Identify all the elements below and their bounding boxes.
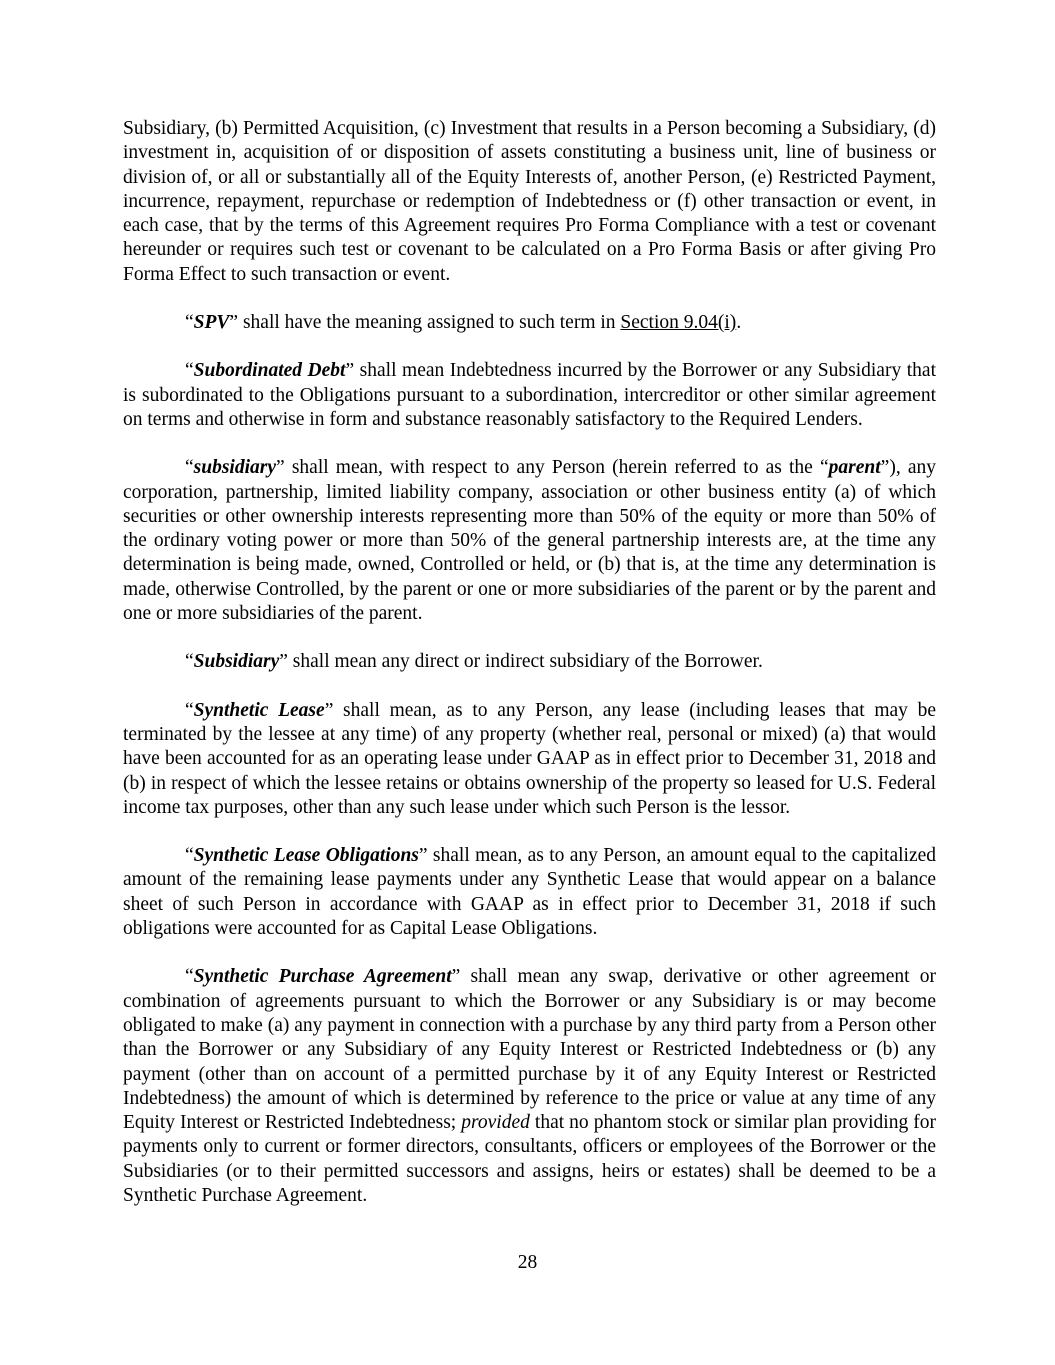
section-reference: Section 9.04(i) xyxy=(620,312,737,334)
definition-synthetic-purchase-agreement xyxy=(123,965,936,1208)
definition-synthetic-lease xyxy=(123,699,936,820)
text-run: “ xyxy=(185,457,194,479)
text-run: “ xyxy=(185,845,194,867)
definition-spv xyxy=(123,311,936,335)
page-number: 28 xyxy=(517,1252,538,1273)
text-run: “ xyxy=(185,312,194,334)
text-run: SPV xyxy=(193,312,230,334)
text-run: Synthetic Purchase Agreement xyxy=(193,966,452,988)
text-run: Subsidiary xyxy=(193,651,280,673)
definition-synthetic-lease-obligations xyxy=(123,844,936,941)
text-run: “ xyxy=(185,360,194,382)
text-run: ” shall mean, as to any Person, any lease (including leases that may be terminated by the lessee at any time) of any property (whether real, personal or mixed) (a) that would have been accounted for as an operating lease under GAAP as in effect prior to December 31, 2018 and (b) in respect of which the lessee retains or obtains ownership of the property so leased for U.S. Federal income tax purposes, other than any such lease under which such Person is the lessor. xyxy=(123,699,936,818)
definition-subordinated-debt xyxy=(123,359,936,432)
text-run: ” shall have the meaning assigned to such term in xyxy=(229,312,621,334)
definition-subsidiary-lowercase xyxy=(123,456,936,626)
text-run: ” shall mean, as to any Person, an amount equal to the capitalized amount of the remaining lease payments under any Synthetic Lease that would appear on a balance sheet of such Person in accordance with GAAP as in effect prior to December 31, 2018 if such obligations were accounted for as Capital Lease Obligations. xyxy=(123,845,937,940)
definition-subsidiary-capital xyxy=(123,650,936,674)
text-run: . xyxy=(736,312,742,334)
text-run: Subsidiary, (b) Permitted Acquisition, (c) Investment that results in a Person becoming a Subsidiary, (d) investment in, acquisition of or disposition of assets constituting a business unit, line of business or division of, or all or substantially all of the Equity Interests of, another Person, (e) Restricted Payment, incurrence, repayment, repurchase or redemption of Indebtedness or (f) other transaction or event, in each case, that by the terms of this Agreement requires Pro Forma Compliance with a test or covenant hereunder or requires such test or covenant to be calculated on a Pro Forma Basis or after giving Pro Forma Effect to such transaction or event. xyxy=(123,118,936,285)
paragraph-continuation xyxy=(123,117,936,287)
text-run: ” shall mean, with respect to any Person (herein referred to as the “ xyxy=(276,457,829,479)
text-run: Synthetic Lease xyxy=(193,699,325,721)
text-run: “ xyxy=(185,966,194,988)
text-run: Synthetic Lease Obligations xyxy=(193,845,419,867)
text-run: that no phantom stock or similar plan providing for payments only to current or former directors, consultants, officers or employees of the Borrower or the Subsidiaries (or to their permitted successors and assigns, heirs or estates) shall be deemed to be a Synthetic Purchase Agreement. xyxy=(123,1112,936,1206)
text-run: Subordinated Debt xyxy=(193,360,346,382)
text-run: ”), any corporation, partnership, limited liability company, association or other business entity (a) of which securities or other ownership interests representing more than 50% of the equity or more than 50% of the ordinary voting power or more than 50% of the general partnership interests are, at the time any determination is being made, owned, Controlled or held, or (b) that is, at the time any determination is made, otherwise Controlled, by the parent or one or more subsidiaries of the parent or by the parent and one or more subsidiaries of the parent. xyxy=(123,457,937,625)
text-run: ” shall mean Indebtedness incurred by the Borrower or any Subsidiary that is subordinated to the Obligations pursuant to a subordination, intercreditor or other similar agreement on terms and otherwise in form and substance reasonably satisfactory to the Required Lenders. xyxy=(123,360,936,430)
text-run: “ xyxy=(185,651,194,673)
text-run: provided xyxy=(461,1112,530,1134)
text-run: “ xyxy=(185,699,194,721)
document-body xyxy=(123,117,936,1232)
text-run: subsidiary xyxy=(193,457,277,479)
text-run: parent xyxy=(828,457,881,479)
text-run: ” shall mean any swap, derivative or other agreement or combination of agreements pursuant to which the Borrower or any Subsidiary is or may become obligated to make (a) any payment in connection with a purchase by any third party from a Person other than the Borrower or any Subsidiary of any Equity Interest or Restricted Indebtedness or (b) any payment (other than on account of a permitted purchase by it of any Equity Interest or Restricted Indebtedness) the amount of which is determined by reference to the price or value at any time of any Equity Interest or Restricted Indebtedness; xyxy=(123,966,936,1134)
text-run: ” shall mean any direct or indirect subsidiary of the Borrower. xyxy=(279,651,763,673)
